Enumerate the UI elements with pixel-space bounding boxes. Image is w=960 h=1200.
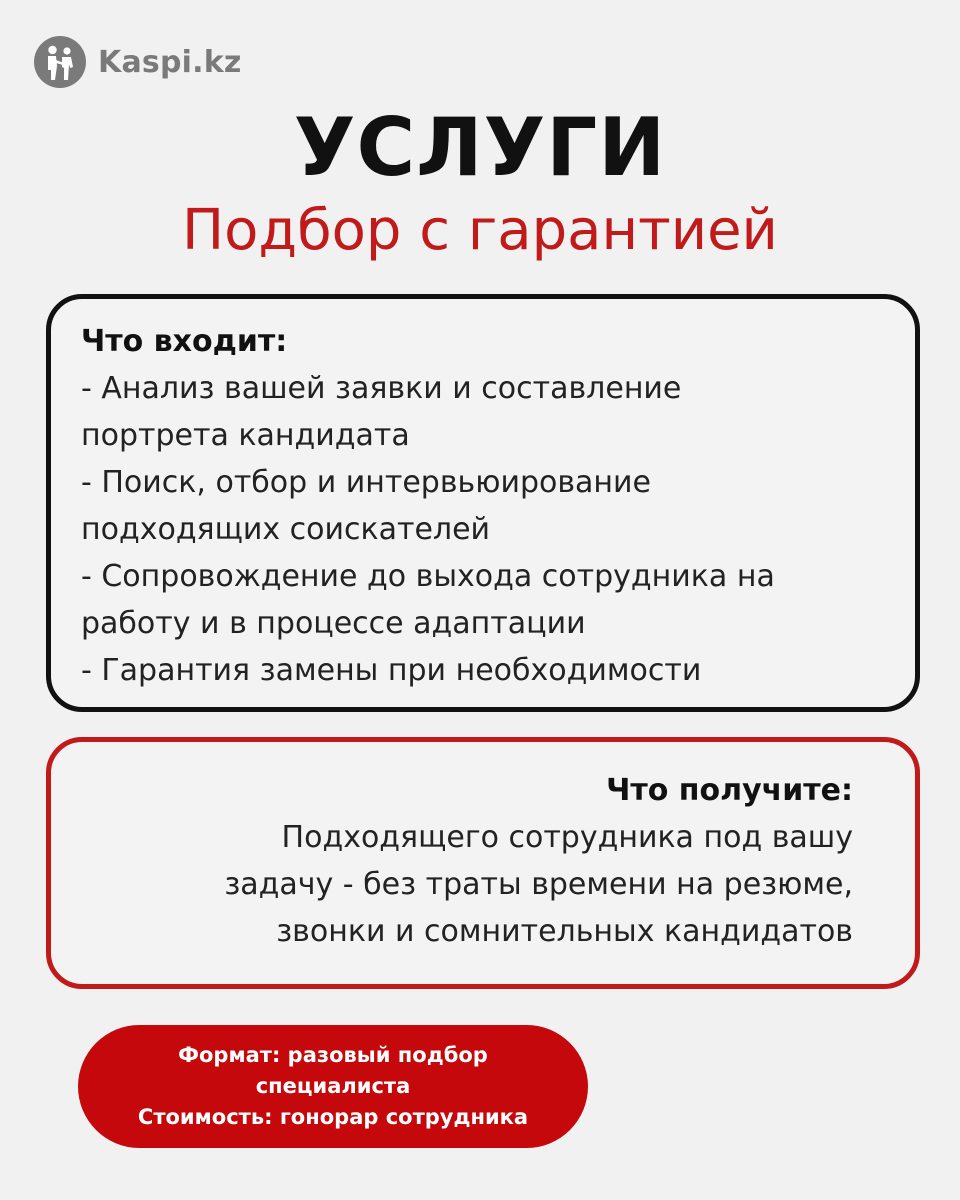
- list-item: - Анализ вашей заявки и составление: [81, 371, 682, 406]
- list-item: - Гарантия замены при необходимости: [81, 653, 702, 688]
- offer-price: Стоимость: гонорар сотрудника: [137, 1105, 529, 1129]
- included-list: [81, 365, 883, 694]
- page-subtitle: Подбор с гарантией: [182, 198, 778, 263]
- result-line: Подходящего сотрудника под вашу: [281, 820, 853, 855]
- result-line: задачу - без траты времени на резюме,: [224, 867, 853, 902]
- list-item: подходящих соискателей: [81, 512, 491, 547]
- offer-format: Формат: разовый подбор: [178, 1043, 488, 1067]
- list-item: - Поиск, отбор и интервьюирование: [81, 465, 651, 500]
- brand-name: Kaspi.kz: [98, 44, 242, 80]
- page-title: УСЛУГИ: [293, 101, 667, 194]
- result-card: [46, 737, 920, 989]
- result-heading: Что получите:: [606, 773, 853, 808]
- offer-badge: [78, 1025, 588, 1148]
- offer-format-cont: специалиста: [255, 1074, 411, 1098]
- brand: [34, 36, 242, 88]
- list-item: портрета кандидата: [81, 418, 410, 453]
- kaspi-logo-icon: [34, 36, 86, 88]
- included-card: [46, 294, 920, 712]
- list-item: - Сопровождение до выхода сотрудника на: [81, 559, 775, 594]
- list-item: работу и в процессе адаптации: [81, 606, 586, 641]
- result-line: звонки и сомнительных кандидатов: [276, 914, 853, 949]
- included-heading: Что входит:: [81, 324, 288, 359]
